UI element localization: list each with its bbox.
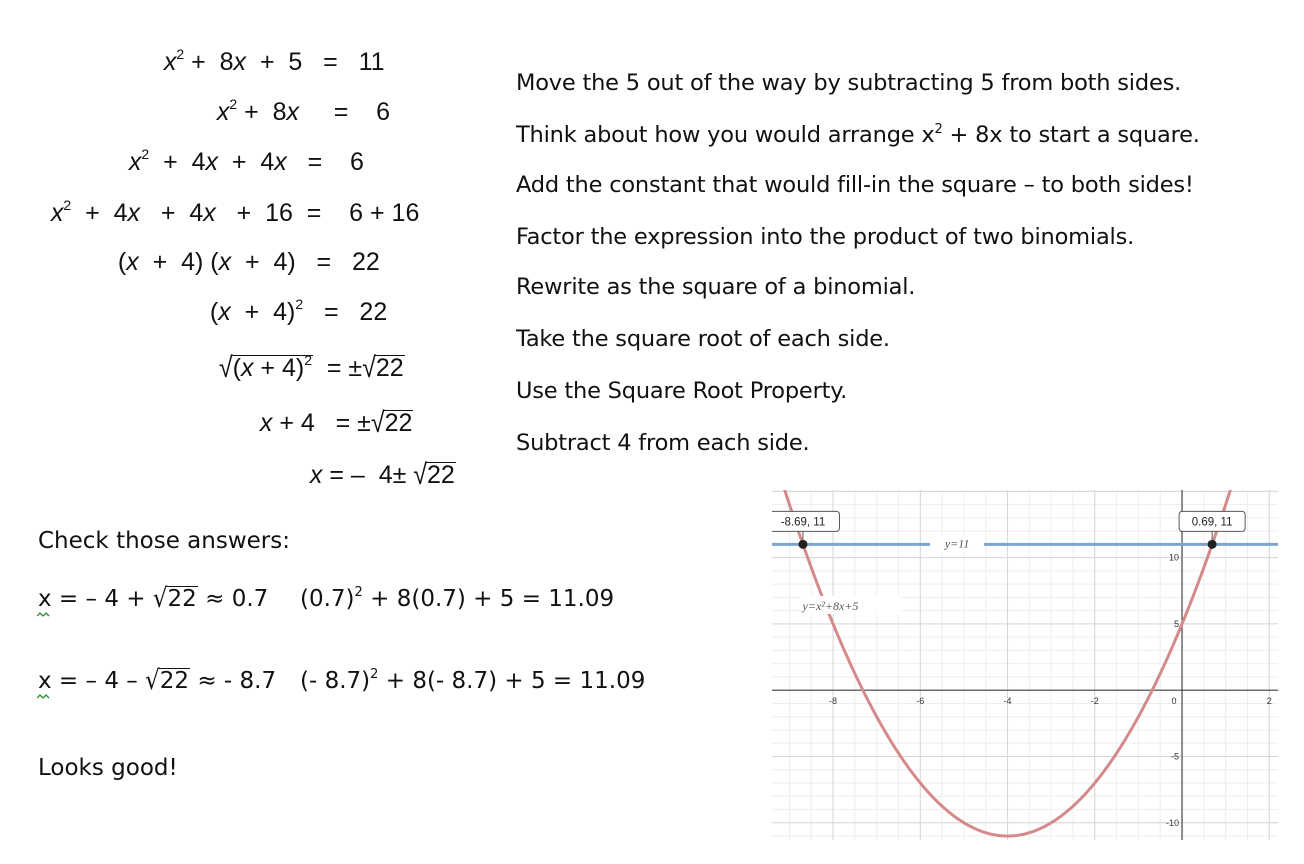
y-tick-label: -10 bbox=[1166, 817, 1180, 828]
check-heading: Check those answers: bbox=[38, 528, 290, 554]
step-9-equation: x = – 4± √22 bbox=[309, 458, 455, 492]
spellcheck-squiggle bbox=[37, 612, 51, 618]
x-tick-label: 0 bbox=[1171, 696, 1177, 707]
step-9-note: Subtract 4 from each side. bbox=[516, 430, 810, 456]
intersection-point bbox=[798, 540, 807, 549]
step-7-note: Take the square root of each side. bbox=[516, 326, 890, 352]
step-3-equation: $x^2 + 4x + 4x$ = 6 bbox=[128, 146, 364, 176]
graph-background bbox=[772, 490, 1278, 840]
step-4-equation: $x^2 + 4x + 4x + 16$ = 6 + 16 bbox=[50, 197, 420, 227]
step-5-note: Factor the expression into the product of two binomials. bbox=[516, 224, 1135, 250]
step-7-equation: $√(x + 4)^2 = \pm√22$ bbox=[218, 351, 404, 385]
step-4-note: Add the constant that would fill-in the square – to both sides! bbox=[516, 172, 1194, 198]
series-label-parabola: y=x²+8x+5 bbox=[802, 598, 859, 613]
x-tick-label: -8 bbox=[829, 696, 838, 707]
answer-2-verification: (- 8.7)$^2$ + 8(- 8.7) + 5 = 11.09 bbox=[300, 667, 646, 694]
y-tick-label: -5 bbox=[1171, 751, 1180, 762]
step-3-note: Think about how you would arrange $x^2 + 8x$ to start a square. bbox=[516, 122, 1200, 148]
conclusion-text: Looks good! bbox=[38, 755, 178, 781]
spellcheck-squiggle bbox=[37, 694, 51, 700]
step-6-equation: $(x + 4)^2 = 22$ bbox=[209, 296, 388, 326]
point-callout-label: -8.69, 11 bbox=[780, 516, 826, 529]
answer-1-verification: $(0.7)^2 + 8(0.7) + 5 = 11.09$ bbox=[300, 585, 615, 612]
step-8-note: Use the Square Root Property. bbox=[516, 378, 848, 404]
intersection-point bbox=[1208, 540, 1217, 549]
answer-2-expression: x = – 4 – √22 ≈ - 8.7 bbox=[38, 666, 277, 696]
step-1-equation: $x^2 + 8x + 5 = 11$ bbox=[163, 46, 385, 76]
step-2-equation: $x^2 + 8x$ = 6 bbox=[216, 96, 391, 126]
point-callout-label: 0.69, 11 bbox=[1191, 516, 1233, 529]
x-tick-label: -2 bbox=[1090, 696, 1099, 707]
x-tick-label: -6 bbox=[916, 696, 925, 707]
step-6-note: Rewrite as the square of a binomial. bbox=[516, 274, 916, 300]
function-graph[interactable] bbox=[772, 490, 1278, 840]
x-tick-label: 2 bbox=[1266, 696, 1272, 707]
step-5-equation: (x + 4) (x + 4) = 22 bbox=[117, 248, 380, 276]
y-tick-label: 10 bbox=[1169, 552, 1180, 563]
step-8-equation: x + 4 = ±√22 bbox=[259, 406, 413, 440]
step-2-note: Move the 5 out of the way by subtracting 5 from both sides. bbox=[516, 70, 1182, 96]
y-tick-label: 5 bbox=[1174, 618, 1180, 629]
x-tick-label: -4 bbox=[1003, 696, 1012, 707]
answer-1-expression: x = – 4 + √22 ≈ 0.7 bbox=[38, 584, 269, 614]
series-label-y-11: y=11 bbox=[944, 536, 970, 551]
